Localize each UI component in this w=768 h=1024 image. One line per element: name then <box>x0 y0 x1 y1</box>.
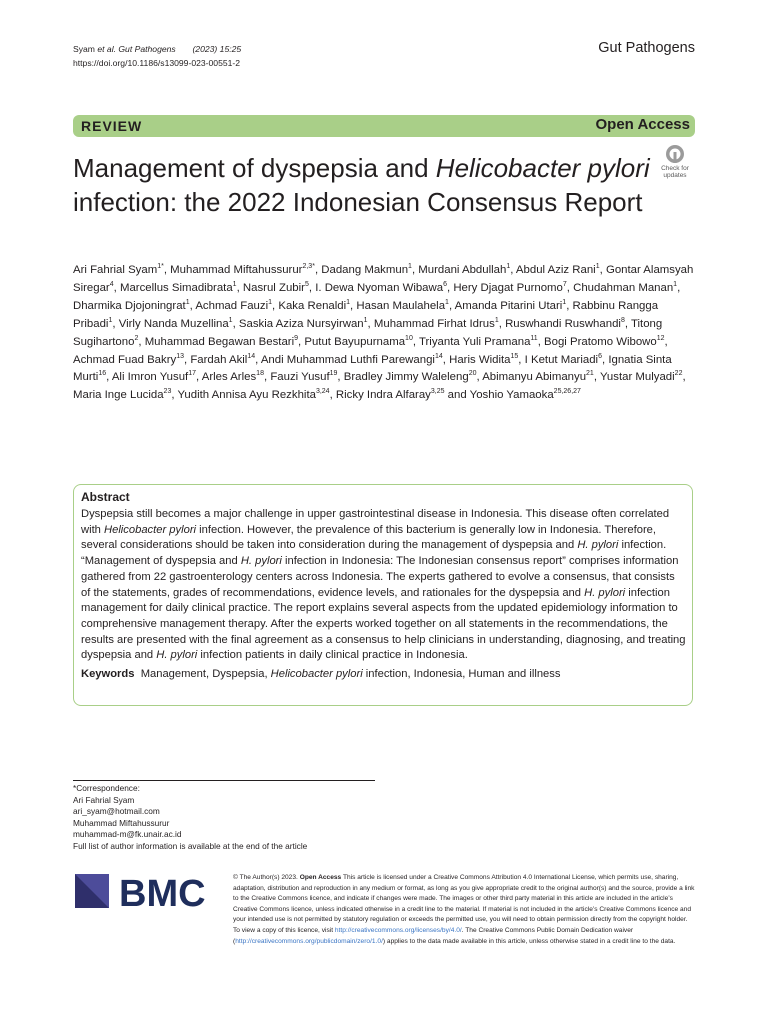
author-affiliation: 22 <box>674 370 683 378</box>
article-type-label: REVIEW <box>81 118 143 134</box>
author-name: Bogi Pratomo Wibowo <box>544 335 657 348</box>
author-name: Chudahman Manan <box>573 281 674 294</box>
author-affiliation: 1* <box>157 263 164 271</box>
author-affiliation: 19 <box>329 370 338 378</box>
keyword-segment: infection, Indonesia, Human and illness <box>362 668 561 681</box>
abstract-segment: H. pylori <box>156 649 198 662</box>
abstract-segment: H. pylori <box>577 539 619 552</box>
author-name: Nasrul Zubir <box>242 281 305 294</box>
article-title <box>73 151 653 219</box>
author-affiliation: 1 <box>228 316 233 324</box>
author-affiliation: 21 <box>586 370 594 378</box>
correspondence-label: *Correspondence: <box>73 783 140 793</box>
author-name: Ari Fahrial Syam <box>73 264 158 276</box>
author-name: Gontar Alamsyah Siregar <box>73 264 694 294</box>
author-name: I Ketut Mariadi <box>524 353 599 366</box>
author-name: Yustar Mulyadi <box>599 371 675 384</box>
author-affiliation: 9 <box>294 334 299 342</box>
author-name: Fauzi Yusuf <box>270 371 330 384</box>
footnote-divider <box>73 780 375 781</box>
author-affiliation: 1 <box>346 299 351 307</box>
open-access-label: Open Access <box>595 116 690 133</box>
abstract-box <box>73 484 693 706</box>
author-affiliation: 1 <box>506 263 511 271</box>
author-affiliation: 8 <box>620 316 625 324</box>
author-affiliation: 1 <box>408 263 412 271</box>
author-name: Achmad Fuad Bakry <box>73 353 177 366</box>
author-name: Saskia Aziza Nursyirwan <box>238 317 364 330</box>
author-affiliation: 1 <box>363 316 368 324</box>
author-name: Maria Inge Lucida <box>73 389 164 402</box>
license-text <box>233 873 695 947</box>
abstract-segment: infection in Indonesia: The Indonesian consensus report” comprises information gathered from 22 gastroenterology centers across Indonesia. The experts gathered to evolve a consensus, that consists of the statements, grades of recommendations, evidence levels, and rationales for the dyspepsia and <box>81 555 679 599</box>
abstract-segment: Helicobacter pylori <box>104 523 197 536</box>
citation-line <box>73 42 241 56</box>
author-affiliation: 20 <box>468 370 477 378</box>
author-name: Hasan Maulahela <box>356 299 446 312</box>
author-affiliation: 6 <box>598 352 602 360</box>
author-name: Kaka Renaldi <box>278 299 347 312</box>
citation-year: (2023) 15:25 <box>192 44 242 54</box>
license-open-access: Open Access <box>299 874 342 881</box>
author-affiliation: 16 <box>98 370 107 378</box>
author-affiliation: 4 <box>109 281 114 289</box>
citation-journal: et al. Gut Pathogens <box>97 44 176 54</box>
author-name: Abimanyu Abimanyu <box>482 371 587 384</box>
author-affiliation: 1 <box>232 281 237 289</box>
author-name: Ricky Indra Alfaray <box>335 389 431 402</box>
title-part-1: Management of dyspepsia and <box>73 153 436 183</box>
author-name: Muhammad Miftahussurur <box>170 264 303 276</box>
abstract-segment: infection patients in daily clinical practice in Indonesia. <box>197 649 468 662</box>
author-affiliation: 13 <box>176 352 184 360</box>
author-name: Ali Imron Yusuf <box>111 371 189 384</box>
author-name: I. Dewa Nyoman Wibawa <box>315 281 444 294</box>
author-affiliation: 3,24 <box>315 388 330 396</box>
author-affiliation: 1 <box>108 316 113 324</box>
author-name: Abdul Aziz Rani <box>515 264 596 276</box>
author-name: Achmad Fauzi <box>195 299 269 312</box>
citation-header <box>73 42 241 70</box>
abstract-segment: infection. “Management of dyspepsia and <box>81 539 667 568</box>
author-affiliation: 17 <box>188 370 197 378</box>
author-name: Dharmika Djojoningrat <box>73 299 186 312</box>
author-name: Triyanta Yuli Pramana <box>418 335 531 348</box>
author-name: Yoshio Yamaoka <box>469 389 554 402</box>
author-affiliation: 6 <box>443 281 447 289</box>
license-link-2[interactable]: http://creativecommons.org/publicdomain/zero/1.0/ <box>235 937 383 945</box>
author-affiliation: 10 <box>405 334 413 342</box>
author-name: Virly Nanda Muzellina <box>118 317 229 330</box>
author-affiliation: 2 <box>134 334 139 342</box>
license-prefix: © The Author(s) 2023. <box>233 874 300 881</box>
logo-text: BMC <box>119 874 206 914</box>
title-part-3: infection: the 2022 Indonesian Consensus Report <box>73 187 643 217</box>
author-name: Andi Muhammad Luthfi Parewangi <box>260 353 435 366</box>
abstract-segment: Dyspepsia still becomes a major challenge in upper gastrointestinal disease in Indonesia. This disease often correlated with <box>81 508 670 536</box>
correspondence-email-2[interactable]: muhammad-m@fk.unair.ac.id <box>73 829 182 840</box>
section-bar <box>73 115 695 137</box>
author-name: Hery Djagat Purnomo <box>453 281 563 294</box>
author-name: Murdani Abdullah <box>418 264 507 276</box>
author-affiliation: 15 <box>510 352 519 360</box>
keyword-segment: Helicobacter pylori <box>270 668 363 681</box>
author-affiliation: 14 <box>247 352 256 360</box>
keywords-text <box>141 668 561 680</box>
author-affiliation: 18 <box>256 370 264 378</box>
abstract-segment: infection. However, the prevalence of this bacterium is generally low in Indonesia. Therefore, several considerations should be taken into consideration during the management of dyspepsia and <box>81 523 657 552</box>
license-suffix: ) applies to the data made available in this article, unless otherwise stated in a credit line to the data. <box>382 937 676 945</box>
abstract-text <box>81 507 686 664</box>
author-list: Ari Fahrial Syam$^{1*}$, Muhammad Miftahussurur$^{2,3*}$, Dadang Makmun$^1$, Murdani Abdullah$^1$, Abdul Aziz Rani$^1$, Gontar Alamsyah Siregar$^4$, Marcellus Simadibrata$^1$, Nasrul Zubir$^5$, I. Dewa Nyoman Wibawa$^6$, Hery Djagat Purnomo$^7$, Chudahman Manan$^1$, Dharmika Djojoningrat$^1$, Achmad Fauzi$^1$, Kaka Renaldi$^1$, Hasan Maulahela$^1$, Amanda Pitarini Utari$^1$, Rabbinu Rangga Pribadi$^1$, Virly Nanda Muzellina$^1$, Saskia Aziza Nursyirwan$^1$, Muhammad Firhat Idrus$^1$, Ruswhandi Ruswhandi$^8$, Titong Sugihartono$^2$, Muhammad Begawan Bestari$^9$, Putut Bayupurnama$^{10}$, Triyanta Yuli Pramana$^{11}$, Bogi Pratomo Wibowo$^{12}$, Achmad Fuad Bakry$^{13}$, Fardah Akil$^{14}$, Andi Muhammad Luthfi Parewangi$^{14}$, Haris Widita$^{15}$, I Ketut Mariadi$^6$, Ignatia Sinta Murti$^{16}$, Ali Imron Yusuf$^{17}$, Arles Arles$^{18}$, Fauzi Yusuf$^{19}$, Bradley Jimmy Waleleng$^{20}$, Abimanyu Abimanyu$^{21}$, Yustar Mulyadi$^{22}$, Maria Inge Lucida$^{23}$, Yudith Annisa Ayu Rezkhita$^{3,24}$, Ricky Indra Alfaray$^{3,25}$ and Yoshio Yamaoka$^{25,26,27}$ <box>73 263 694 402</box>
author-name: Putut Bayupurnama <box>304 335 406 348</box>
journal-name: Gut Pathogens <box>598 40 695 56</box>
check-for-updates-icon <box>656 142 694 180</box>
abstract-segment: H. pylori <box>240 555 282 568</box>
author-name: Amanda Pitarini Utari <box>454 299 563 312</box>
check-line-1: Check for <box>661 165 689 172</box>
license-body: This article is licensed under a Creative Commons Attribution 4.0 International License, which permits use, sharing, adaptation, distribution and reproduction in any medium or format, as long as you give appropriate credit to the original author(s) and the source, provide a link to the Creative Commons licence, and indicate if changes were made. The images or other third party material in this article are included in the article’s Creative Commons licence, unless indicated otherwise in a credit line to the material. If material is not included in the article’s Creative Commons licence and your intended use is not permitted by statutory regulation or exceeds the permitted use, you will need to obtain permission directly from the copyright holder. To view a copy of this licence, visit <box>233 874 695 934</box>
correspondence-name-1: Ari Fahrial Syam <box>73 794 135 805</box>
author-name: Muhammad Firhat Idrus <box>373 317 495 330</box>
author-name: Rabbinu Rangga Pribadi <box>73 299 659 330</box>
check-for-updates-button[interactable] <box>656 142 694 180</box>
author-name: Haris Widita <box>449 353 511 366</box>
author-name: Titong Sugihartono <box>73 317 663 348</box>
author-name: Fardah Akil <box>190 353 248 366</box>
abstract-segment: H. pylori <box>584 586 626 599</box>
abstract-segment: infection management for daily clinical practice. The report explains several aspects from the updated epidemiology information to comprehensive management therapy. After the experts worked together on all statements in the recommendations, the results are presented with the final agreement as a consensus to help clinicians in understanding, diagnosing, and treating dyspepsia and <box>81 586 686 662</box>
author-name: Marcellus Simadibrata <box>119 281 233 294</box>
citation-authors: Syam <box>73 44 98 54</box>
keywords-label: Keywords <box>81 668 135 681</box>
author-affiliation: 5 <box>304 281 309 289</box>
keyword-segment: Management, Dyspepsia, <box>140 668 271 681</box>
author-name: Muhammad Begawan Bestari <box>144 335 295 348</box>
title-italic: Helicobacter pylori <box>435 153 650 183</box>
author-affiliation: 25,26,27 <box>553 388 581 396</box>
author-affiliation: 1 <box>494 316 499 324</box>
abstract-heading: Abstract <box>81 490 130 504</box>
author-affiliation: 1 <box>562 299 567 307</box>
author-affiliation: 7 <box>562 281 567 289</box>
correspondence-name-2: Muhammad Miftahussurur <box>73 817 170 828</box>
author-name: Bradley Jimmy Waleleng <box>343 371 469 384</box>
author-name: Arles Arles <box>201 371 257 384</box>
author-name: Ruswhandi Ruswhandi <box>505 317 621 330</box>
license-mid: . The Creative Commons Public Domain Dedication waiver ( <box>233 926 634 945</box>
doi-link[interactable]: https://doi.org/10.1186/s13099-023-00551-2 <box>73 58 241 68</box>
author-affiliation: 1 <box>673 281 678 289</box>
bmc-logo <box>75 874 215 914</box>
author-affiliation: 1 <box>268 299 273 307</box>
author-name: Yudith Annisa Ayu Rezkhita <box>177 389 316 402</box>
correspondence-email-1[interactable]: ari_syam@hotmail.com <box>73 806 160 817</box>
author-affiliation: 2,3* <box>302 263 315 271</box>
author-affiliation: 11 <box>530 334 538 342</box>
author-name: Dadang Makmun <box>321 264 409 276</box>
license-link-1[interactable]: http://creativecommons.org/licenses/by/4.0/ <box>334 926 462 934</box>
author-name: Ignatia Sinta Murti <box>73 353 672 384</box>
check-line-2: updates <box>663 172 687 179</box>
author-affiliation: 12 <box>656 334 665 342</box>
keywords <box>81 667 686 682</box>
author-affiliation: 23 <box>163 388 172 396</box>
author-affiliation: 1 <box>445 299 449 307</box>
author-affiliation: 1 <box>185 299 190 307</box>
author-affiliation: 3,25 <box>430 388 445 396</box>
author-affiliation: 1 <box>595 263 600 271</box>
author-info-note: Full list of author information is available at the end of the article <box>73 840 308 851</box>
correspondence <box>73 783 307 853</box>
author-affiliation: 14 <box>434 352 443 360</box>
